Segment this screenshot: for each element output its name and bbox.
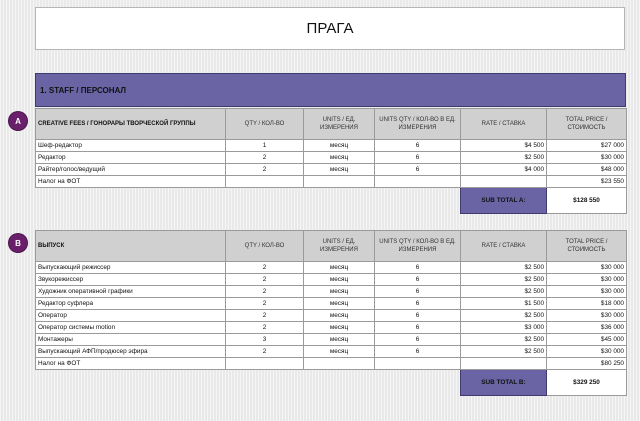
- row-rate: $2 500: [461, 262, 547, 274]
- col-qty-header: QTY / КОЛ-ВО: [226, 231, 304, 262]
- row-unit-qty: 6: [375, 322, 461, 334]
- row-rate: [461, 176, 547, 188]
- row-unit: месяц: [304, 164, 375, 176]
- badge-b: B: [9, 234, 27, 252]
- row-unit: месяц: [304, 310, 375, 322]
- row-unit: месяц: [304, 286, 375, 298]
- row-rate: $1 500: [461, 298, 547, 310]
- table-section-header: CREATIVE FEES / ГОНОРАРЫ ТВОРЧЕСКОЙ ГРУППЫ: [36, 109, 226, 140]
- col-qty-header: QTY / КОЛ-ВО: [226, 109, 304, 140]
- subtotal-value: $329 250: [547, 370, 627, 396]
- col-units-header: UNITS / ЕД. ИЗМЕРЕНИЯ: [304, 109, 375, 140]
- row-unit-qty: [375, 176, 461, 188]
- col-total-header: TOTAL PRICE / СТОИМОСТЬ: [547, 109, 627, 140]
- table-row: [36, 176, 627, 188]
- row-qty: 2: [226, 310, 304, 322]
- row-qty: 2: [226, 274, 304, 286]
- row-unit: месяц: [304, 274, 375, 286]
- row-qty: 2: [226, 262, 304, 274]
- row-total: $27 000: [547, 140, 627, 152]
- row-unit-qty: 6: [375, 262, 461, 274]
- row-name: Налог на ФОТ: [36, 176, 226, 188]
- row-total: $30 000: [547, 262, 627, 274]
- col-unit-qty-header: UNITS QTY / КОЛ-ВО В ЕД. ИЗМЕРЕНИЯ: [375, 109, 461, 140]
- row-unit-qty: 6: [375, 140, 461, 152]
- table-creative-fees: [35, 108, 627, 214]
- row-total: $36 000: [547, 322, 627, 334]
- subtotal-row: [36, 188, 627, 214]
- row-rate: $2 500: [461, 334, 547, 346]
- row-name: Райтер/голос/ведущий: [36, 164, 226, 176]
- row-unit: [304, 176, 375, 188]
- row-unit-qty: 6: [375, 286, 461, 298]
- row-name: Редактор: [36, 152, 226, 164]
- subtotal-label: SUB TOTAL B:: [461, 370, 547, 396]
- table-row: [36, 262, 627, 274]
- row-qty: 2: [226, 286, 304, 298]
- row-unit-qty: 6: [375, 298, 461, 310]
- row-name: Монтажеры: [36, 334, 226, 346]
- row-name: Звукорежиссер: [36, 274, 226, 286]
- row-unit-qty: 6: [375, 346, 461, 358]
- subtotal-spacer: [226, 188, 304, 214]
- subtotal-row: [36, 370, 627, 396]
- subtotal-label: SUB TOTAL A:: [461, 188, 547, 214]
- subtotal-spacer: [36, 188, 226, 214]
- table-row: [36, 358, 627, 370]
- row-total: $30 000: [547, 286, 627, 298]
- row-unit-qty: 6: [375, 310, 461, 322]
- row-unit: [304, 358, 375, 370]
- section-header: 1. STAFF / ПЕРСОНАЛ: [35, 73, 626, 107]
- col-rate-header: RATE / СТАВКА: [461, 109, 547, 140]
- row-total: $45 000: [547, 334, 627, 346]
- table-row: [36, 274, 627, 286]
- row-unit: месяц: [304, 334, 375, 346]
- table-row: [36, 140, 627, 152]
- row-unit: месяц: [304, 298, 375, 310]
- row-name: Выпускающий АФП/продюсер эфира: [36, 346, 226, 358]
- row-name: Редактор суфлера: [36, 298, 226, 310]
- row-total: $80 250: [547, 358, 627, 370]
- row-name: Шеф-редактор: [36, 140, 226, 152]
- table-row: [36, 286, 627, 298]
- row-unit: месяц: [304, 346, 375, 358]
- row-name: Оператор системы motion: [36, 322, 226, 334]
- col-rate-header: RATE / СТАВКА: [461, 231, 547, 262]
- row-qty: 3: [226, 334, 304, 346]
- row-unit-qty: 6: [375, 274, 461, 286]
- table-header-row: [36, 109, 627, 140]
- row-rate: $2 500: [461, 346, 547, 358]
- table-row: [36, 346, 627, 358]
- row-qty: 2: [226, 164, 304, 176]
- col-units-header: UNITS / ЕД. ИЗМЕРЕНИЯ: [304, 231, 375, 262]
- row-name: Оператор: [36, 310, 226, 322]
- row-rate: $2 500: [461, 286, 547, 298]
- row-total: $18 000: [547, 298, 627, 310]
- row-qty: [226, 358, 304, 370]
- row-total: $30 000: [547, 346, 627, 358]
- row-rate: $4 500: [461, 140, 547, 152]
- table-row: [36, 334, 627, 346]
- page-title: ПРАГА: [35, 7, 625, 50]
- row-name: Художник оперативной графики: [36, 286, 226, 298]
- row-rate: $3 000: [461, 322, 547, 334]
- row-unit-qty: 6: [375, 334, 461, 346]
- row-name: Выпускающий режиссер: [36, 262, 226, 274]
- col-unit-qty-header: UNITS QTY / КОЛ-ВО В ЕД. ИЗМЕРЕНИЯ: [375, 231, 461, 262]
- row-qty: [226, 176, 304, 188]
- row-unit: месяц: [304, 152, 375, 164]
- row-unit: месяц: [304, 262, 375, 274]
- row-unit: месяц: [304, 322, 375, 334]
- row-rate: $2 500: [461, 274, 547, 286]
- row-qty: 2: [226, 152, 304, 164]
- table-row: [36, 298, 627, 310]
- row-unit-qty: [375, 358, 461, 370]
- subtotal-spacer: [375, 188, 461, 214]
- row-total: $23 550: [547, 176, 627, 188]
- table-output: [35, 230, 627, 396]
- row-rate: $2 500: [461, 310, 547, 322]
- row-unit-qty: 6: [375, 152, 461, 164]
- subtotal-spacer: [304, 370, 375, 396]
- row-total: $30 000: [547, 310, 627, 322]
- table-header-row: [36, 231, 627, 262]
- subtotal-spacer: [304, 188, 375, 214]
- subtotal-spacer: [375, 370, 461, 396]
- col-total-header: TOTAL PRICE / СТОИМОСТЬ: [547, 231, 627, 262]
- row-unit-qty: 6: [375, 164, 461, 176]
- row-total: $48 000: [547, 164, 627, 176]
- row-total: $30 000: [547, 274, 627, 286]
- table-section-header: ВЫПУСК: [36, 231, 226, 262]
- subtotal-spacer: [226, 370, 304, 396]
- badge-a: A: [9, 112, 27, 130]
- table-row: [36, 152, 627, 164]
- subtotal-spacer: [36, 370, 226, 396]
- table-row: [36, 322, 627, 334]
- row-qty: 2: [226, 298, 304, 310]
- table-row: [36, 164, 627, 176]
- row-qty: 2: [226, 346, 304, 358]
- row-total: $30 000: [547, 152, 627, 164]
- row-unit: месяц: [304, 140, 375, 152]
- row-rate: $2 500: [461, 152, 547, 164]
- row-rate: [461, 358, 547, 370]
- table-row: [36, 310, 627, 322]
- row-name: Налог на ФОТ: [36, 358, 226, 370]
- row-qty: 2: [226, 322, 304, 334]
- row-qty: 1: [226, 140, 304, 152]
- subtotal-value: $128 550: [547, 188, 627, 214]
- row-rate: $4 000: [461, 164, 547, 176]
